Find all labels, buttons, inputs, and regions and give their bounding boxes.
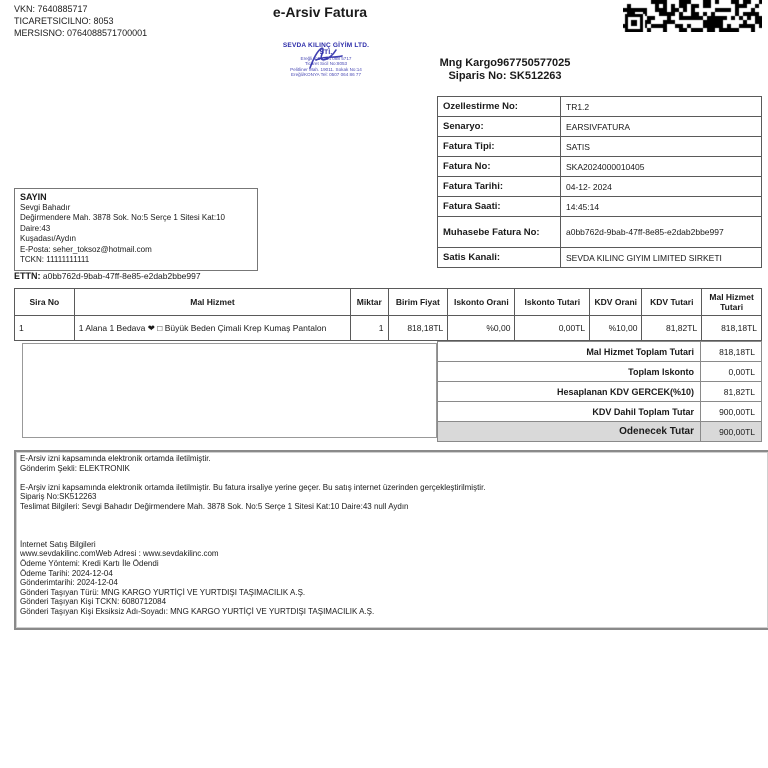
info-row bbox=[438, 117, 762, 137]
totals-value: 81,82TL bbox=[701, 382, 762, 402]
col-header: KDV Orani bbox=[590, 289, 642, 316]
col-header: Birim Fiyat bbox=[388, 289, 448, 316]
item-description: 1 Alana 1 Bedava ❤ □ Büyük Beden Çimali Krep Kumaş Pantalon bbox=[74, 316, 350, 341]
note-line: Teslimat Bilgileri: Sevgi Bahadır Değirmendere Mah. 3878 Sok. No:5 Serçe 1 Sitesi Kat:10 Daire:43 null Aydın bbox=[20, 501, 409, 511]
notes-box bbox=[14, 450, 768, 630]
col-header: Mal Hizmet bbox=[74, 289, 350, 316]
totals-row bbox=[438, 362, 762, 382]
buyer-title: SAYIN bbox=[20, 192, 47, 202]
empty-note-box bbox=[22, 343, 437, 438]
buyer-info-box bbox=[14, 188, 258, 271]
totals-table bbox=[437, 341, 762, 442]
buyer-city-line: Kuşadası/Aydın bbox=[20, 234, 76, 243]
note-line: www.sevdakilinc.comWeb Adresi : www.sevdakilinc.com bbox=[20, 549, 219, 559]
totals-row bbox=[438, 342, 762, 362]
item-line-total: 818,18TL bbox=[702, 316, 762, 341]
stamp-line: Pelitliner Mah. 19011. Sokak No:14 bbox=[290, 66, 362, 72]
totals-row bbox=[438, 402, 762, 422]
totals-label: Mal Hizmet Toplam Tutari bbox=[438, 342, 701, 362]
item-sira-no: 1 bbox=[15, 316, 75, 341]
note-line: E-Arşiv izni kapsamında elektronik ortamda iletilmiştir. Bu fatura irsaliye yerine geçer. Bu satış internet üzerinden gerçekleştirilmiştir. bbox=[20, 482, 486, 492]
note-line bbox=[20, 511, 764, 521]
stamp-line: Ticaret Sicil No:8053 bbox=[304, 61, 348, 67]
totals-label: Toplam Iskonto bbox=[438, 362, 701, 382]
note-line: Gönderi Taşıyan Kişi TCKN: 6080712084 bbox=[20, 597, 167, 607]
note-line: Gönderi Taşıyan Türü: MNG KARGO YURTİÇİ VE YURTDIŞI TAŞIMACILIK A.Ş. bbox=[20, 587, 306, 597]
note-line: Gönderimtarihi: 2024-12-04 bbox=[20, 578, 118, 588]
item-vat-amount: 81,82TL bbox=[642, 316, 702, 341]
note-line: İnternet Satış Bilgileri bbox=[20, 539, 96, 549]
info-label: Fatura Tarihi: bbox=[438, 177, 561, 197]
info-value: a0bb762d-9bab-47ff-8e85-e2dab2bbe997 bbox=[561, 217, 762, 248]
info-value: EARSIVFATURA bbox=[561, 117, 762, 137]
mersis-line: MERSISNO: 0764088571700001 bbox=[14, 28, 148, 38]
totals-label: KDV Dahil Toplam Tutar bbox=[438, 402, 701, 422]
stamp-line: Ereğli V.D. 764 088 5717 bbox=[300, 56, 352, 61]
info-value: SEVDA KILINC GIYIM LIMITED SIRKETI bbox=[561, 248, 762, 268]
item-vat-rate: %10,00 bbox=[590, 316, 642, 341]
info-row bbox=[438, 177, 762, 197]
item-quantity: 1 bbox=[351, 316, 388, 341]
items-header-row bbox=[15, 289, 762, 316]
info-value: SKA2024000010405 bbox=[561, 157, 762, 177]
info-label: Muhasebe Fatura No: bbox=[438, 217, 561, 248]
payable-total-row bbox=[438, 422, 762, 442]
stamp-line: Ereğli/KONYA Tel: 0507 064 86 77 bbox=[290, 72, 362, 78]
order-no-line: Siparis No: SK512263 bbox=[448, 70, 562, 82]
note-line: Ödeme Tarihi: 2024-12-04 bbox=[20, 568, 113, 578]
qr-code bbox=[623, 0, 762, 32]
stamp-company-name: SEVDA KILINÇ GİYİM LTD. ŞTİ. bbox=[282, 42, 370, 56]
buyer-address-line: Daire:43 bbox=[20, 223, 51, 233]
item-discount-amount: 0,00TL bbox=[515, 316, 590, 341]
info-value: 14:45:14 bbox=[561, 197, 762, 217]
vkn-line: VKN: 7640885717 bbox=[14, 4, 88, 14]
ettn-line bbox=[14, 271, 201, 281]
page-title: e-Arsiv Fatura bbox=[272, 4, 368, 20]
totals-label: Odenecek Tutar bbox=[438, 422, 701, 442]
item-discount-rate: %0,00 bbox=[448, 316, 515, 341]
note-line: Gönderim Şekli: ELEKTRONIK bbox=[20, 463, 130, 473]
buyer-address-line: Değirmendere Mah. 3878 Sok. No:5 Serçe 1 Sitesi Kat:10 bbox=[20, 213, 225, 222]
info-row bbox=[438, 97, 762, 117]
item-row bbox=[15, 316, 762, 341]
note-line bbox=[20, 473, 764, 483]
info-row bbox=[438, 217, 762, 248]
col-header: KDV Tutari bbox=[642, 289, 702, 316]
ettn-label: ETTN: bbox=[14, 271, 41, 281]
col-header: Iskonto Orani bbox=[448, 289, 515, 316]
info-label: Fatura Saati: bbox=[438, 197, 561, 217]
info-value: SATIS bbox=[561, 137, 762, 157]
col-header: Iskonto Tutari bbox=[515, 289, 590, 316]
note-line: E-Arsiv izni kapsamında elektronik ortamda iletilmiştir. bbox=[20, 454, 211, 463]
col-header: Sira No bbox=[15, 289, 75, 316]
info-label: Fatura No: bbox=[438, 157, 561, 177]
info-row bbox=[438, 157, 762, 177]
note-line: Sipariş No:SK512263 bbox=[20, 492, 97, 502]
totals-row bbox=[438, 382, 762, 402]
items-table bbox=[14, 288, 762, 341]
col-header: Miktar bbox=[351, 289, 388, 316]
info-row bbox=[438, 248, 762, 268]
totals-value: 818,18TL bbox=[701, 342, 762, 362]
note-line bbox=[20, 521, 764, 531]
buyer-tckn-line: TCKN: 11111111111 bbox=[20, 255, 90, 264]
invoice-info-table bbox=[437, 96, 762, 268]
shipping-header bbox=[360, 57, 650, 83]
signature-scribble bbox=[296, 44, 356, 72]
note-line: Gönderi Taşıyan Kişi Eksiksiz Adı-Soyadı: MNG KARGO YURTİÇİ VE YURTDIŞI TAŞIMACILIK A.Ş. bbox=[20, 606, 375, 616]
note-line bbox=[20, 530, 764, 540]
cargo-tracking-line: Mng Kargo967750577025 bbox=[439, 57, 571, 69]
info-label: Fatura Tipi: bbox=[438, 137, 561, 157]
info-label: Senaryo: bbox=[438, 117, 561, 137]
info-value: 04-12- 2024 bbox=[561, 177, 762, 197]
info-label: Ozellestirme No: bbox=[438, 97, 561, 117]
buyer-email-line: E-Posta: seher_toksoz@hotmail.com bbox=[20, 244, 152, 254]
ettn-value: a0bb762d-9bab-47ff-8e85-e2dab2bbe997 bbox=[42, 271, 201, 281]
buyer-name: Sevgi Bahadır bbox=[20, 202, 71, 212]
info-row bbox=[438, 197, 762, 217]
totals-value: 900,00TL bbox=[701, 422, 762, 442]
info-label: Satis Kanali: bbox=[438, 248, 561, 268]
item-unit-price: 818,18TL bbox=[388, 316, 448, 341]
info-row bbox=[438, 137, 762, 157]
col-header: Mal Hizmet Tutari bbox=[702, 289, 762, 316]
note-line: Ödeme Yöntemi: Kredi Kartı İle Ödendi bbox=[20, 559, 159, 569]
info-value: TR1.2 bbox=[561, 97, 762, 117]
totals-value: 0,00TL bbox=[701, 362, 762, 382]
totals-value: 900,00TL bbox=[701, 402, 762, 422]
totals-label: Hesaplanan KDV GERCEK(%10) bbox=[438, 382, 701, 402]
trade-registry-line: TICARETSICILNO: 8053 bbox=[14, 16, 114, 26]
